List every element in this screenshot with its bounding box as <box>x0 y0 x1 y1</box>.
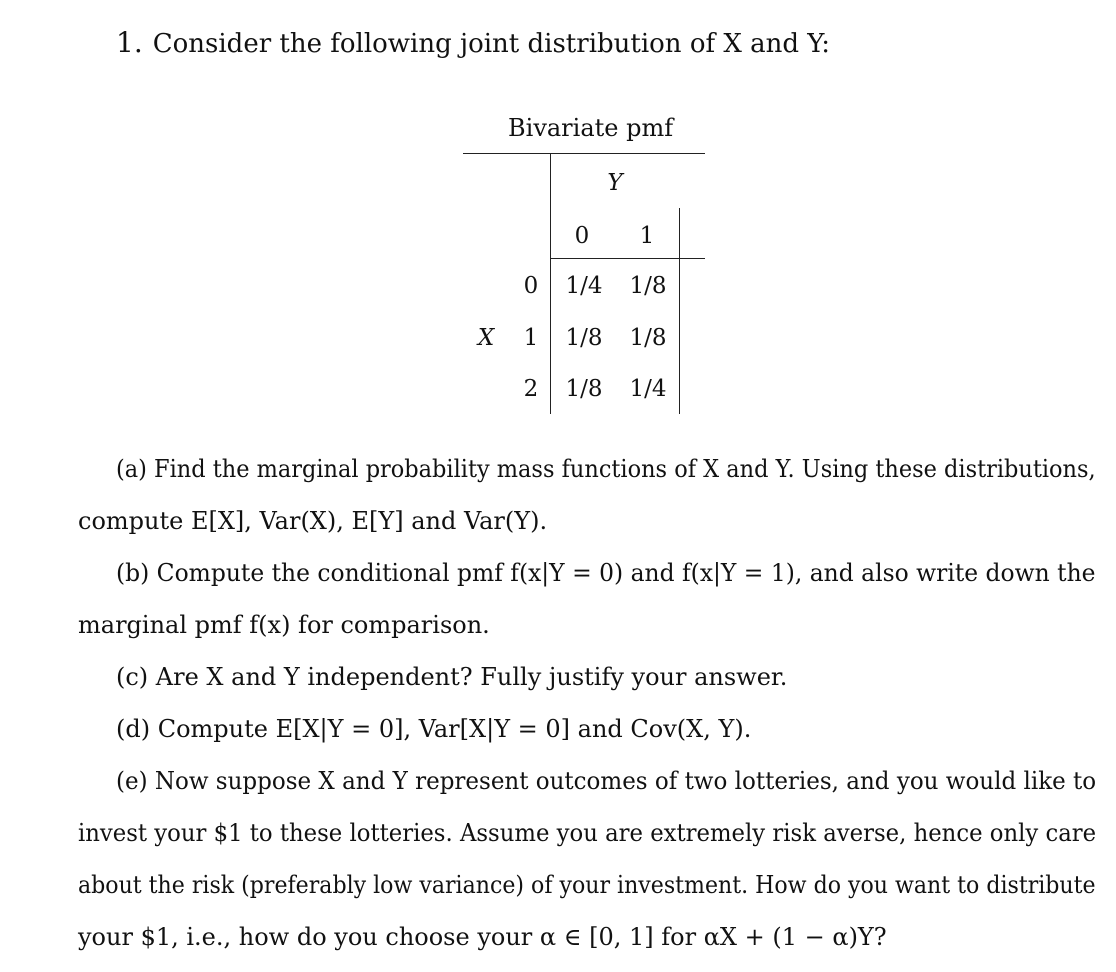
table-cell: 1/8 <box>565 376 603 402</box>
part-e-line-3: about the risk (preferably low variance) of your investment. How do you want to distribute <box>78 871 1096 899</box>
row-header-2: 2 <box>523 376 539 402</box>
part-b-line-2: marginal pmf f(x) for comparison. <box>78 611 490 639</box>
question-intro: Consider the following joint distribution of X and Y: <box>152 29 831 59</box>
table-cell: 1/8 <box>565 325 603 351</box>
table-header-rule <box>551 258 705 259</box>
question-heading <box>116 26 830 59</box>
part-e-line-1: (e) Now suppose X and Y represent outcomes of two lotteries, and you would like to <box>116 767 1097 795</box>
question-number: 1. <box>116 26 143 59</box>
part-b-line-1: (b) Compute the conditional pmf f(x|Y = 0) and f(x|Y = 1), and also write down the <box>116 559 1096 587</box>
part-a-line-1: (a) Find the marginal probability mass functions of X and Y. Using these distributions, <box>116 455 1096 483</box>
table-cell: 1/4 <box>565 273 603 299</box>
column-header-1: 1 <box>639 223 655 249</box>
table-top-rule <box>463 153 705 154</box>
part-c-line-1: (c) Are X and Y independent? Fully justify your answer. <box>116 663 788 691</box>
column-variable-y: Y <box>607 170 623 196</box>
column-header-0: 0 <box>574 223 590 249</box>
table-cell: 1/4 <box>629 376 667 402</box>
row-header-1: 1 <box>523 325 539 351</box>
table-caption: Bivariate pmf <box>508 114 674 142</box>
table-cell: 1/8 <box>629 325 667 351</box>
part-e-line-2: invest your $1 to these lotteries. Assume you are extremely risk averse, hence only care <box>78 819 1097 847</box>
part-e-line-4: your $1, i.e., how do you choose your α ∈ [0, 1] for αX + (1 − α)Y? <box>78 923 887 951</box>
table-cell: 1/8 <box>629 273 667 299</box>
part-d-line-1: (d) Compute E[X|Y = 0], Var[X|Y = 0] and Cov(X, Y). <box>116 715 752 743</box>
table-left-rule <box>550 154 551 414</box>
row-variable-x: X <box>477 325 495 351</box>
row-header-0: 0 <box>523 273 539 299</box>
table-right-rule <box>679 208 680 414</box>
part-a-line-2: compute E[X], Var(X), E[Y] and Var(Y). <box>78 507 548 535</box>
